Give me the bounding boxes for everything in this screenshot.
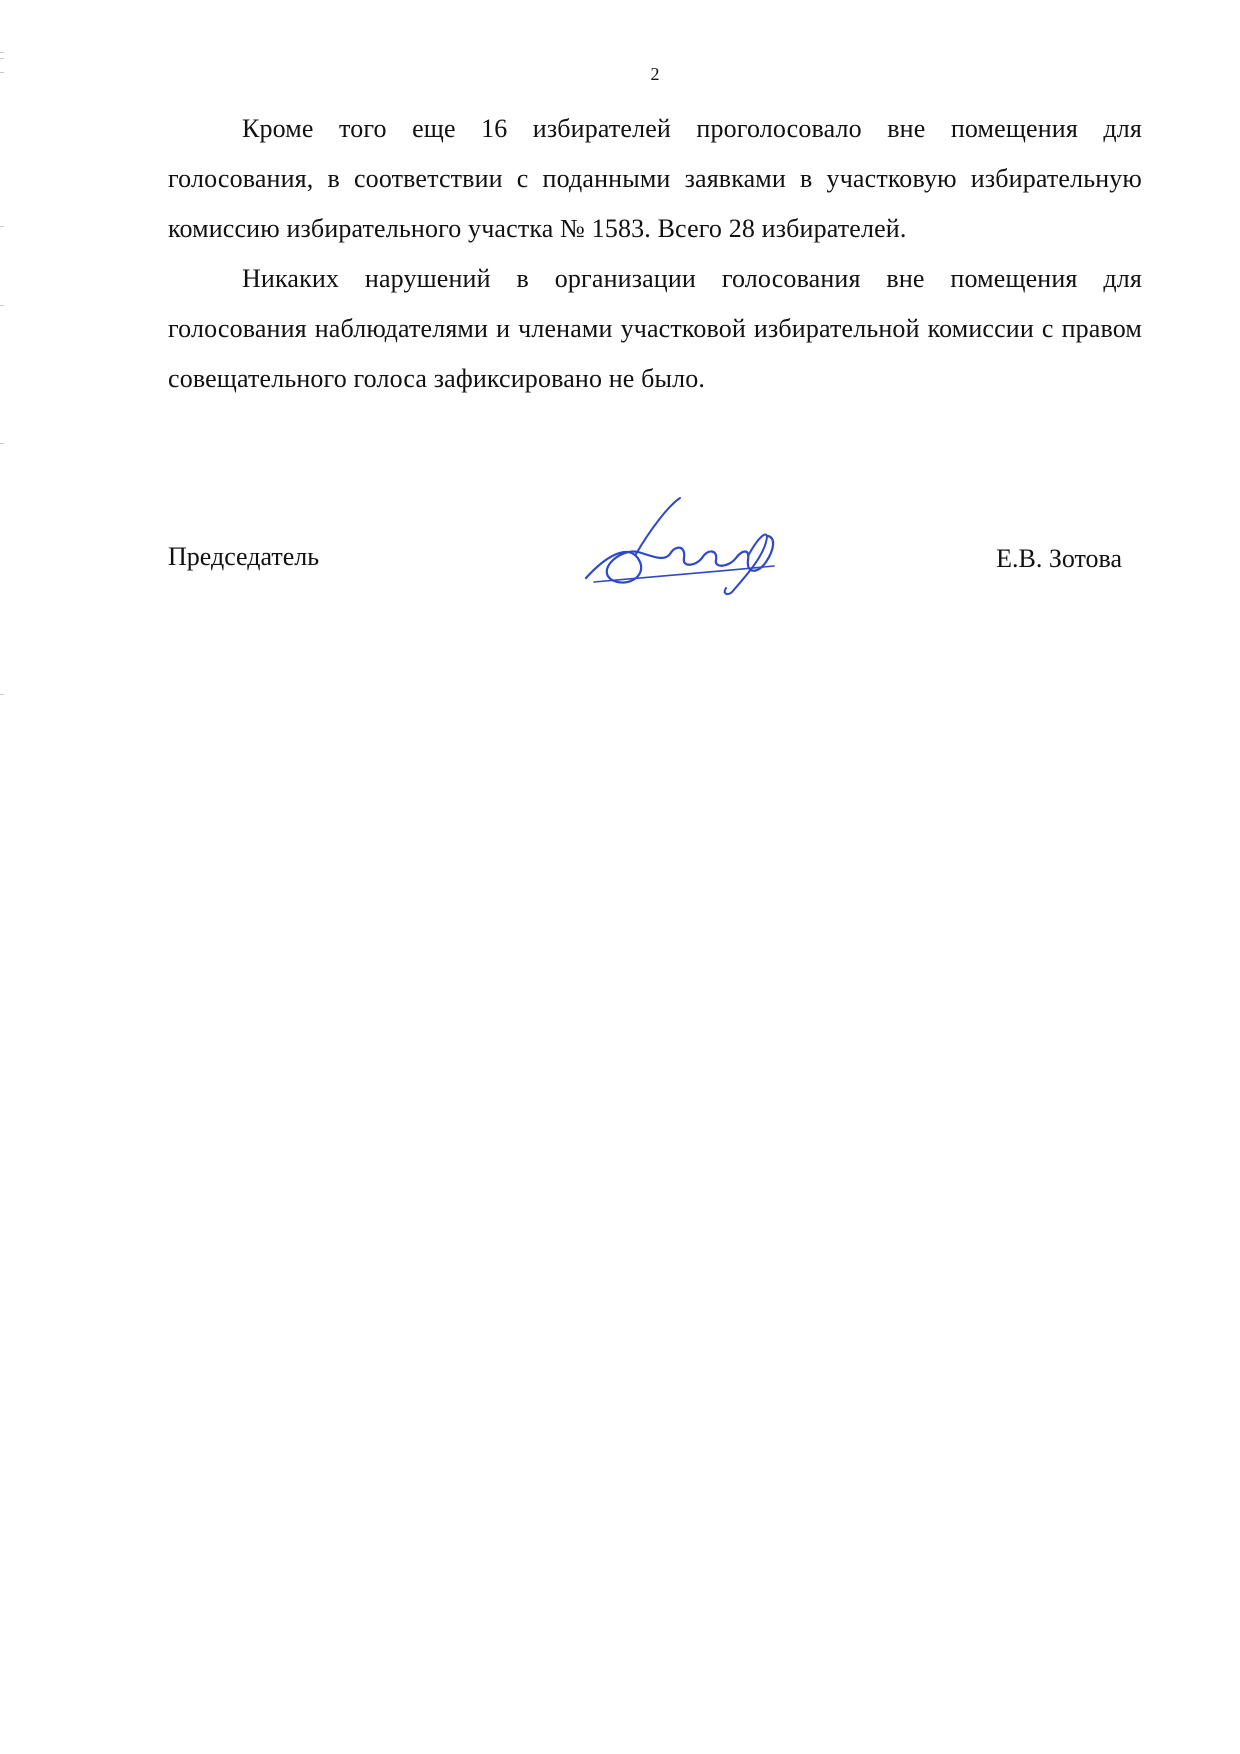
signature-block bbox=[168, 490, 1122, 610]
scan-edge-mark bbox=[0, 443, 4, 444]
signatory-role: Председатель bbox=[168, 542, 320, 571]
signature-stroke bbox=[725, 534, 767, 594]
handwritten-signature-icon bbox=[572, 490, 792, 600]
paragraph-additional-voters: Кроме того еще 16 избирателей проголосовало вне помещения для голосования, в соответствии с поданными заявками в участковую избирательную комиссию избирательного участка № 1583. Всего 28 избирателей. bbox=[168, 114, 1142, 243]
scan-edge-mark bbox=[0, 52, 4, 53]
document-body bbox=[168, 104, 1142, 404]
signatory-name: Е.В. Зотова bbox=[996, 544, 1122, 573]
paragraph-no-violations: Никаких нарушений в организации голосования вне помещения для голосования наблюдателями и членами участковой избирательной комиссии с правом совещательного голоса зафиксировано не было. bbox=[168, 264, 1142, 393]
scan-edge-mark bbox=[0, 58, 4, 59]
scan-edge-mark bbox=[0, 694, 4, 695]
page-number: 2 bbox=[650, 64, 660, 84]
scan-edge-mark bbox=[0, 305, 4, 306]
signature-stroke bbox=[636, 498, 680, 554]
scan-edge bbox=[0, 0, 4, 1754]
scan-edge-mark bbox=[0, 226, 4, 227]
